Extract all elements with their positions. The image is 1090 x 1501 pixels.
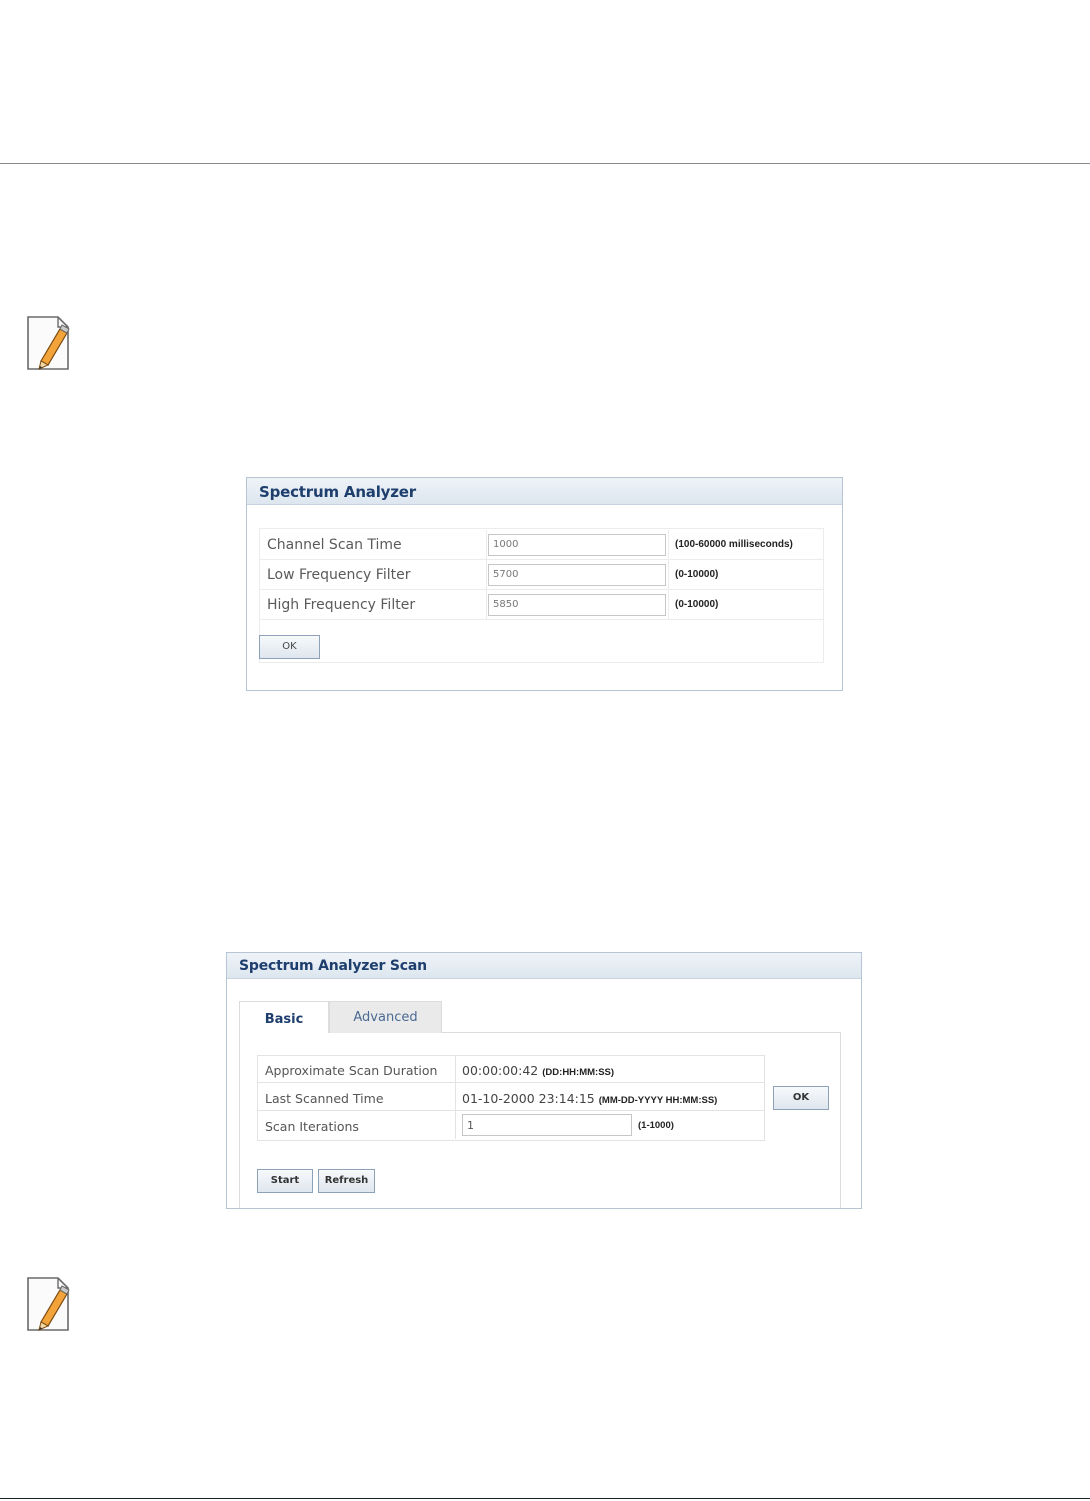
scan-iterations-label: Scan Iterations (265, 1119, 359, 1134)
low-frequency-filter-input[interactable]: 5700 (488, 564, 666, 586)
table-row (257, 1055, 765, 1083)
table-row (259, 530, 824, 560)
note-pencil-icon (24, 315, 74, 371)
last-scanned-time-format: (MM-DD-YYYY HH:MM:SS) (598, 1095, 718, 1106)
ok-button[interactable]: OK (259, 635, 320, 659)
scan-duration-value: 00:00:00:42 (DD:HH:MM:SS) (462, 1063, 615, 1078)
high-frequency-filter-label: High Frequency Filter (267, 597, 416, 613)
scan-iterations-input[interactable]: 1 (462, 1114, 632, 1136)
channel-scan-time-label: Channel Scan Time (267, 537, 402, 553)
channel-scan-time-input[interactable]: 1000 (488, 534, 666, 556)
tab-advanced[interactable]: Advanced (329, 1001, 442, 1033)
last-scanned-time-label: Last Scanned Time (265, 1091, 384, 1106)
panel-title: Spectrum Analyzer Scan (227, 953, 861, 979)
spectrum-analyzer-panel (246, 477, 843, 691)
note-pencil-icon (24, 1276, 74, 1332)
last-scanned-time-value: 01-10-2000 23:14:15 (MM-DD-YYYY HH:MM:SS) (462, 1091, 718, 1106)
table-row (259, 560, 824, 590)
tab-basic[interactable]: Basic (239, 1001, 329, 1033)
scan-iterations-range: (1-1000) (638, 1120, 674, 1131)
refresh-button[interactable]: Refresh (318, 1169, 375, 1193)
table-row (257, 1083, 765, 1111)
top-divider (0, 163, 1090, 164)
low-frequency-filter-label: Low Frequency Filter (267, 567, 411, 583)
scan-duration-format: (DD:HH:MM:SS) (542, 1067, 615, 1078)
low-frequency-filter-range: (0-10000) (675, 569, 719, 580)
channel-scan-time-range: (100-60000 milliseconds) (675, 539, 793, 550)
spectrum-analyzer-scan-panel (226, 952, 862, 1209)
panel-title: Spectrum Analyzer (247, 478, 842, 505)
ok-button[interactable]: OK (773, 1086, 829, 1110)
start-button[interactable]: Start (257, 1169, 313, 1193)
high-frequency-filter-input[interactable]: 5850 (488, 594, 666, 616)
table-row (257, 1111, 765, 1139)
table-row (259, 590, 824, 620)
bottom-divider (0, 1498, 1090, 1499)
high-frequency-filter-range: (0-10000) (675, 599, 719, 610)
scan-duration-label: Approximate Scan Duration (265, 1063, 438, 1078)
